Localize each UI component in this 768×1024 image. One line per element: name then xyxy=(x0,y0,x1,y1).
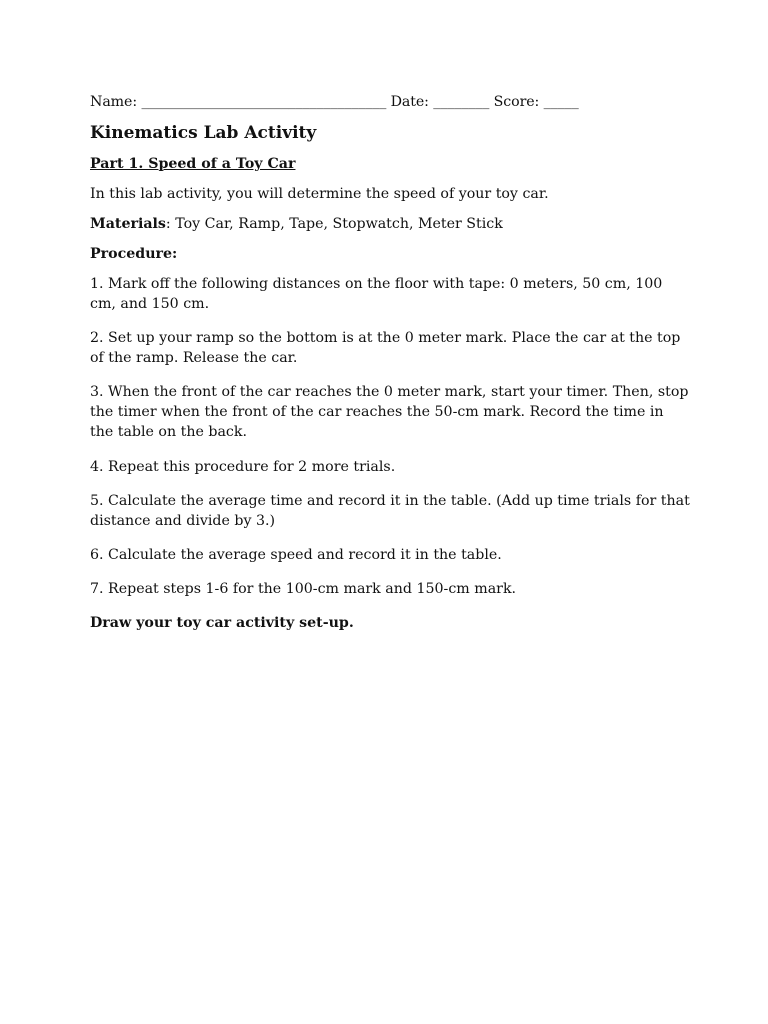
part-heading: Part 1. Speed of a Toy Car xyxy=(90,156,296,172)
drawing-prompt: Draw your toy car activity set-up. xyxy=(90,615,354,632)
procedure-label: Procedure: xyxy=(90,246,178,262)
worksheet-title: Kinematics Lab Activity xyxy=(90,123,317,143)
worksheet-page xyxy=(90,92,690,633)
materials-list: : Toy Car, Ramp, Tape, Stopwatch, Meter Stick xyxy=(165,216,503,232)
procedure-step-2: 2. Set up your ramp so the bottom is at the 0 meter mark. Place the car at the top of the ramp. Release the car. xyxy=(90,330,681,367)
procedure-step-5: 5. Calculate the average time and record it in the table. (Add up time trials for that distance and divide by 3.) xyxy=(90,492,690,529)
procedure-step-3: 3. When the front of the car reaches the 0 meter mark, start your timer. Then, stop the timer when the front of the car reaches the 50-cm mark. Record the time in the table on the back. xyxy=(90,384,689,441)
intro-text: In this lab activity, you will determine the speed of your toy car. xyxy=(90,186,549,202)
materials-line xyxy=(90,214,690,234)
date-label: Date: xyxy=(390,94,429,110)
procedure-step-1: 1. Mark off the following distances on the floor with tape: 0 meters, 50 cm, 100 cm, and 150 cm. xyxy=(90,276,663,312)
materials-label: Materials xyxy=(90,216,166,232)
student-info-line xyxy=(90,92,690,112)
score-blank[interactable]: _____ xyxy=(543,94,579,110)
procedure-step-7: 7. Repeat steps 1-6 for the 100-cm mark and 150-cm mark. xyxy=(90,581,517,598)
procedure-step-4: 4. Repeat this procedure for 2 more trials. xyxy=(90,458,396,475)
date-blank[interactable]: ________ xyxy=(433,94,490,110)
name-label: Name: xyxy=(90,94,138,110)
score-label: Score: xyxy=(493,94,540,110)
procedure-step-6: 6. Calculate the average speed and record it in the table. xyxy=(90,546,502,563)
name-blank[interactable]: ___________________________________ xyxy=(141,94,387,110)
